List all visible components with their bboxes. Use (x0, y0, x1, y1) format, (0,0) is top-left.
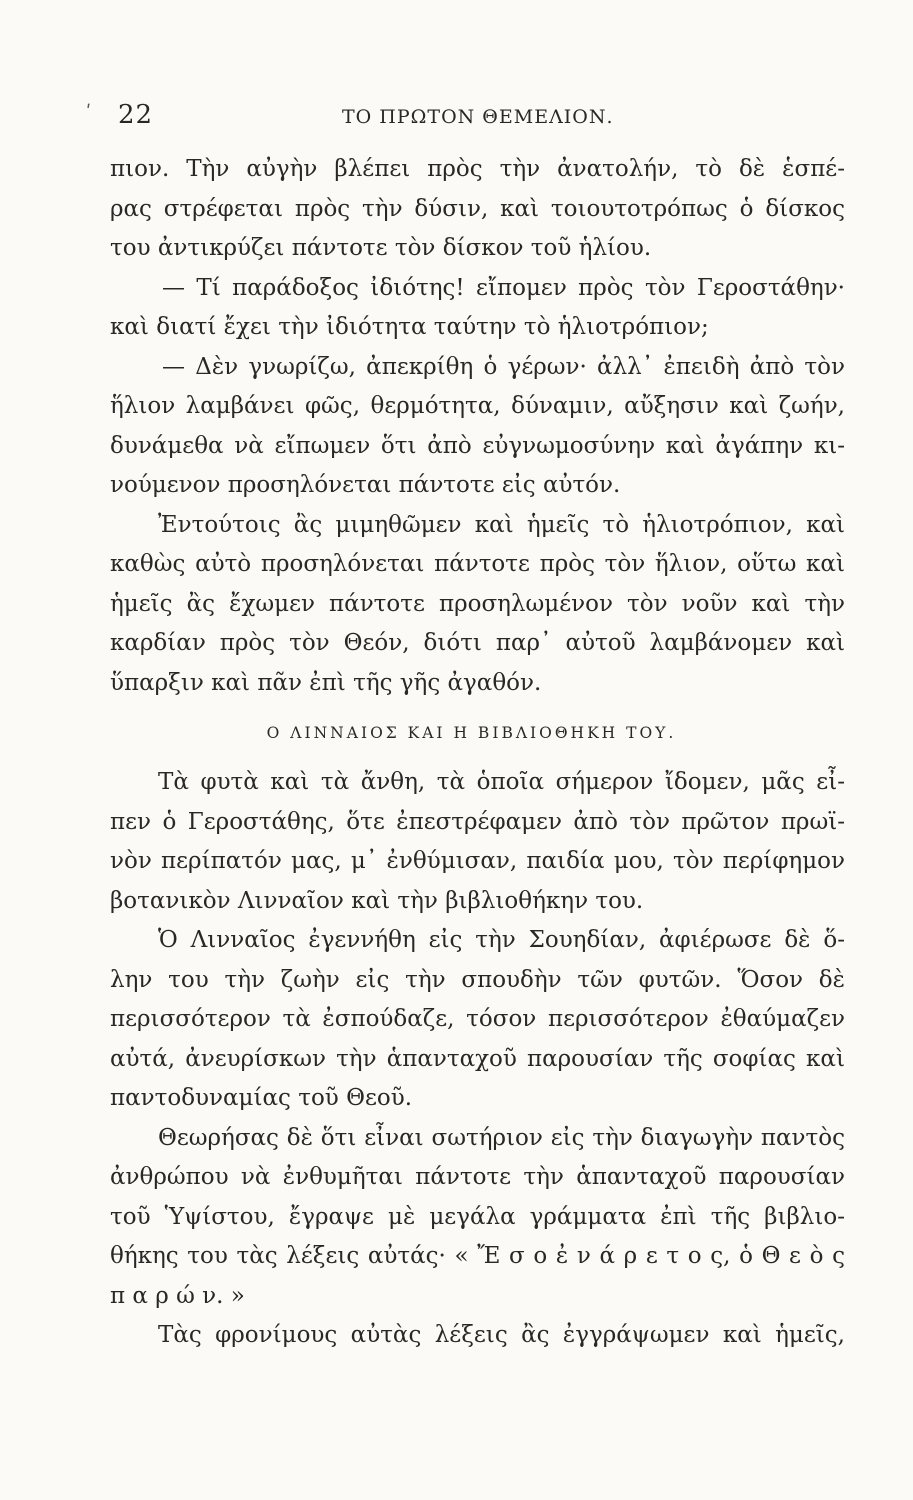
text-line: δυνάμεθα νὰ εἴπωμεν ὅτι ἀπὸ εὐγνωμοσύνην καὶ ἀγάπην κι- (110, 432, 845, 459)
text-line: Ὁ Λινναῖος ἐγεννήθη εἰς τὴν Σουηδίαν, ἀφιέρωσε δὲ ὅ- (158, 927, 845, 953)
page-body (110, 150, 845, 1356)
text-line: τοῦ Ὑψίστου, ἔγραψε μὲ μεγάλα γράμματα ἐπὶ τῆς βιβλιο- (110, 1203, 845, 1230)
text-line: Τὰ φυτὰ καὶ τὰ ἄνθη, τὰ ὁποῖα σήμερον ἴδομεν, μᾶς εἶ- (158, 769, 845, 795)
text-line: π α ρ ώ ν. » (110, 1282, 245, 1309)
text-line: περισσότερον τὰ ἐσπούδαζε, τόσον περισσότερον ἐθαύμαζεν (110, 1006, 845, 1032)
text-line: παντοδυναμίας τοῦ Θεοῦ. (110, 1085, 413, 1111)
text-line: ἀνθρώπου νὰ ἐνθυμῆται πάντοτε τὴν ἁπανταχοῦ παρουσίαν (110, 1164, 845, 1190)
text-line: πεν ὁ Γεροστάθης, ὅτε ἐπεστρέφαμεν ἀπὸ τὸν πρῶτον πρωϊ- (110, 808, 845, 835)
text-line: καὶ διατί ἔχει τὴν ἰδιότητα ταύτην τὸ ἡλιοτρόπιον; (110, 314, 709, 340)
text-line: ὕπαρξιν καὶ πᾶν ἐπὶ τῆς γῆς ἀγαθόν. (110, 669, 542, 696)
text-line: ἡμεῖς ἂς ἔχωμεν πάντοτε προσηλωμένον τὸν νοῦν καὶ τὴν (110, 590, 845, 617)
text-line: θήκης του τὰς λέξεις αὐτάς· « Ἔ σ ο ἐ ν ά ρ ε τ ο ς, ὁ Θ ε ὸ ς (110, 1243, 845, 1269)
text-line: λην του τὴν ζωὴν εἰς τὴν σπουδὴν τῶν φυτῶν. Ὅσον δὲ (110, 966, 845, 993)
text-line: — Δὲν γνωρίζω, ἀπεκρίθη ὁ γέρων· ἀλλ᾽ ἐπειδὴ ἀπὸ τὸν (162, 353, 845, 380)
text-line: πιον. Τὴν αὐγὴν βλέπει πρὸς τὴν ἀνατολήν, τὸ δὲ ἑσπέ- (110, 156, 845, 182)
text-line: νούμενον προσηλόνεται πάντοτε εἰς αὐτόν. (110, 472, 621, 498)
margin-mark: ʹ (86, 102, 92, 123)
page-number: 22 (118, 100, 154, 130)
text-line: του ἀντικρύζει πάντοτε τὸν δίσκον τοῦ ἡλίου. (110, 235, 652, 261)
page-header (112, 98, 842, 138)
text-line: ρας στρέφεται πρὸς τὴν δύσιν, καὶ τοιουτοτρόπως ὁ δίσκος (110, 195, 845, 222)
text-line: καθὼς αὐτὸ προσηλόνεται πάντοτε πρὸς τὸν ἥλιον, οὕτω καὶ (110, 551, 845, 577)
section-title: Ο ΛΙΝΝΑΙΟΣ ΚΑΙ Η ΒΙΒΛΙΟΘΗΚΗ ΤΟΥ. (266, 724, 677, 742)
text-line: Θεωρήσας δὲ ὅτι εἶναι σωτήριον εἰς τὴν διαγωγὴν παντὸς (158, 1124, 845, 1151)
text-line: ἥλιον λαμβάνει φῶς, θερμότητα, δύναμιν, αὔξησιν καὶ ζωήν, (110, 393, 845, 419)
running-head: ΤΟ ΠΡΩΤΟΝ ΘΕΜΕΛΙΟΝ. (342, 106, 614, 128)
text-line: — Τί παράδοξος ἰδιότης! εἴπομεν πρὸς τὸν Γεροστάθην· (162, 274, 845, 301)
text-line: βοτανικὸν Λινναῖον καὶ τὴν βιβλιοθήκην του. (110, 887, 644, 914)
text-line: νὸν περίπατόν μας, μ᾽ ἐνθύμισαν, παιδία μου, τὸν περίφημον (110, 848, 845, 874)
text-line: Τὰς φρονίμους αὐτὰς λέξεις ἂς ἐγγράψωμεν καὶ ἡμεῖς, (158, 1322, 845, 1348)
text-line: αὐτά, ἀνευρίσκων τὴν ἁπανταχοῦ παρουσίαν τῆς σοφίας καὶ (110, 1045, 845, 1072)
text-line: καρδίαν πρὸς τὸν Θεόν, διότι παρ᾽ αὐτοῦ λαμβάνομεν καὶ (110, 630, 845, 656)
text-line: Ἐντούτοις ἂς μιμηθῶμεν καὶ ἡμεῖς τὸ ἡλιοτρόπιον, καὶ (158, 511, 845, 538)
